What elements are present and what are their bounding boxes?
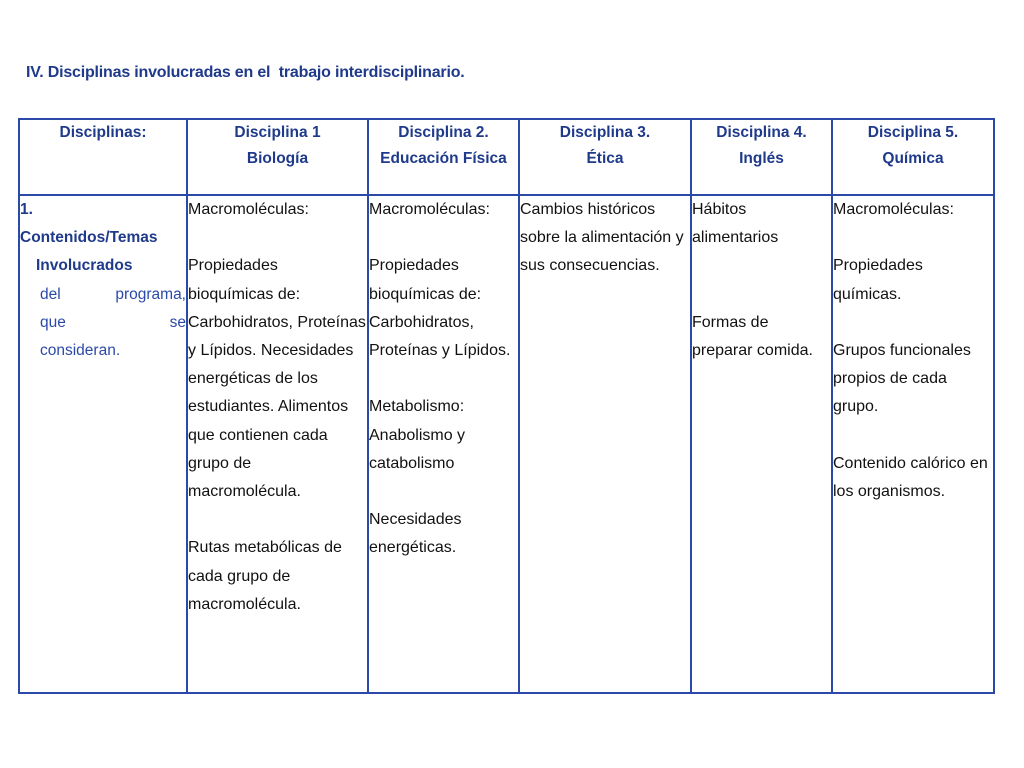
header-disciplina-5 [832, 119, 994, 195]
quimica-p1: Macromoléculas: [833, 201, 954, 218]
table-row [19, 195, 994, 693]
header-disciplina-4-number: Disciplina 4. [716, 124, 807, 141]
header-disciplina-3 [519, 119, 691, 195]
biologia-p2: Propiedades bioquímicas de: Carbohidratos, Proteínas y Lípidos. Necesidades energéticas de los estudiantes. Alimentos que contienen cada grupo de macromolécula. [188, 257, 366, 501]
header-disciplinas-label: Disciplinas: [59, 124, 147, 141]
row-label-line-c1: del programa, [40, 285, 186, 303]
ingles-p2: Formas de preparar comida. [692, 313, 813, 359]
header-disciplina-1 [187, 119, 368, 195]
header-disciplina-2-number: Disciplina 2. [398, 124, 489, 141]
header-disciplina-2 [368, 119, 519, 195]
table-header-row [19, 119, 994, 195]
row-label-line-a: Contenidos/Temas [20, 229, 158, 247]
row-label-line-b: Involucrados [36, 257, 133, 275]
header-disciplinas [19, 119, 187, 195]
ingles-p1: Hábitos alimentarios [692, 201, 779, 247]
educacion-fisica-p2: Propiedades bioquímicas de: Carbohidratos, Proteínas y Lípidos. [369, 257, 511, 359]
header-disciplina-1-name: Biología [246, 150, 309, 167]
row-label-line-c3: consideran. [40, 342, 121, 360]
etica-p1: Cambios históricos sobre la alimentación y sus consecuencias. [520, 201, 684, 275]
section-title: IV. Disciplinas involucradas en el trabajo interdisciplinario. [26, 64, 465, 81]
quimica-p2: Propiedades químicas. [833, 257, 923, 303]
biologia-p1: Macromoléculas: [188, 201, 309, 218]
cell-educacion-fisica [368, 195, 519, 693]
header-disciplina-3-name: Ética [586, 150, 624, 167]
cell-etica [519, 195, 691, 693]
header-disciplina-5-name: Química [882, 150, 944, 167]
header-disciplina-4-name: Inglés [739, 150, 784, 167]
quimica-p4: Contenido calórico en los organismos. [833, 454, 988, 500]
row-label-line-c2: que se [40, 313, 186, 331]
quimica-p3: Grupos funcionales propios de cada grupo. [833, 341, 971, 416]
header-disciplina-2-name: Educación Física [380, 150, 507, 167]
educacion-fisica-p3: Metabolismo: Anabolismo y catabolismo [369, 398, 466, 472]
biologia-p3: Rutas metabólicas de cada grupo de macromolécula. [188, 539, 342, 613]
header-disciplina-1-number: Disciplina 1 [234, 124, 321, 141]
header-disciplina-5-number: Disciplina 5. [867, 124, 959, 141]
row-label-number: 1. [20, 201, 33, 218]
cell-biologia [187, 195, 368, 693]
educacion-fisica-p1: Macromoléculas: [369, 201, 490, 218]
cell-quimica [832, 195, 994, 693]
cell-ingles [691, 195, 832, 693]
header-disciplina-3-number: Disciplina 3. [559, 124, 651, 141]
header-disciplina-4 [691, 119, 832, 195]
row-label-cell [19, 195, 187, 693]
disciplines-table [18, 118, 995, 694]
educacion-fisica-p4: Necesidades energéticas. [369, 511, 462, 557]
